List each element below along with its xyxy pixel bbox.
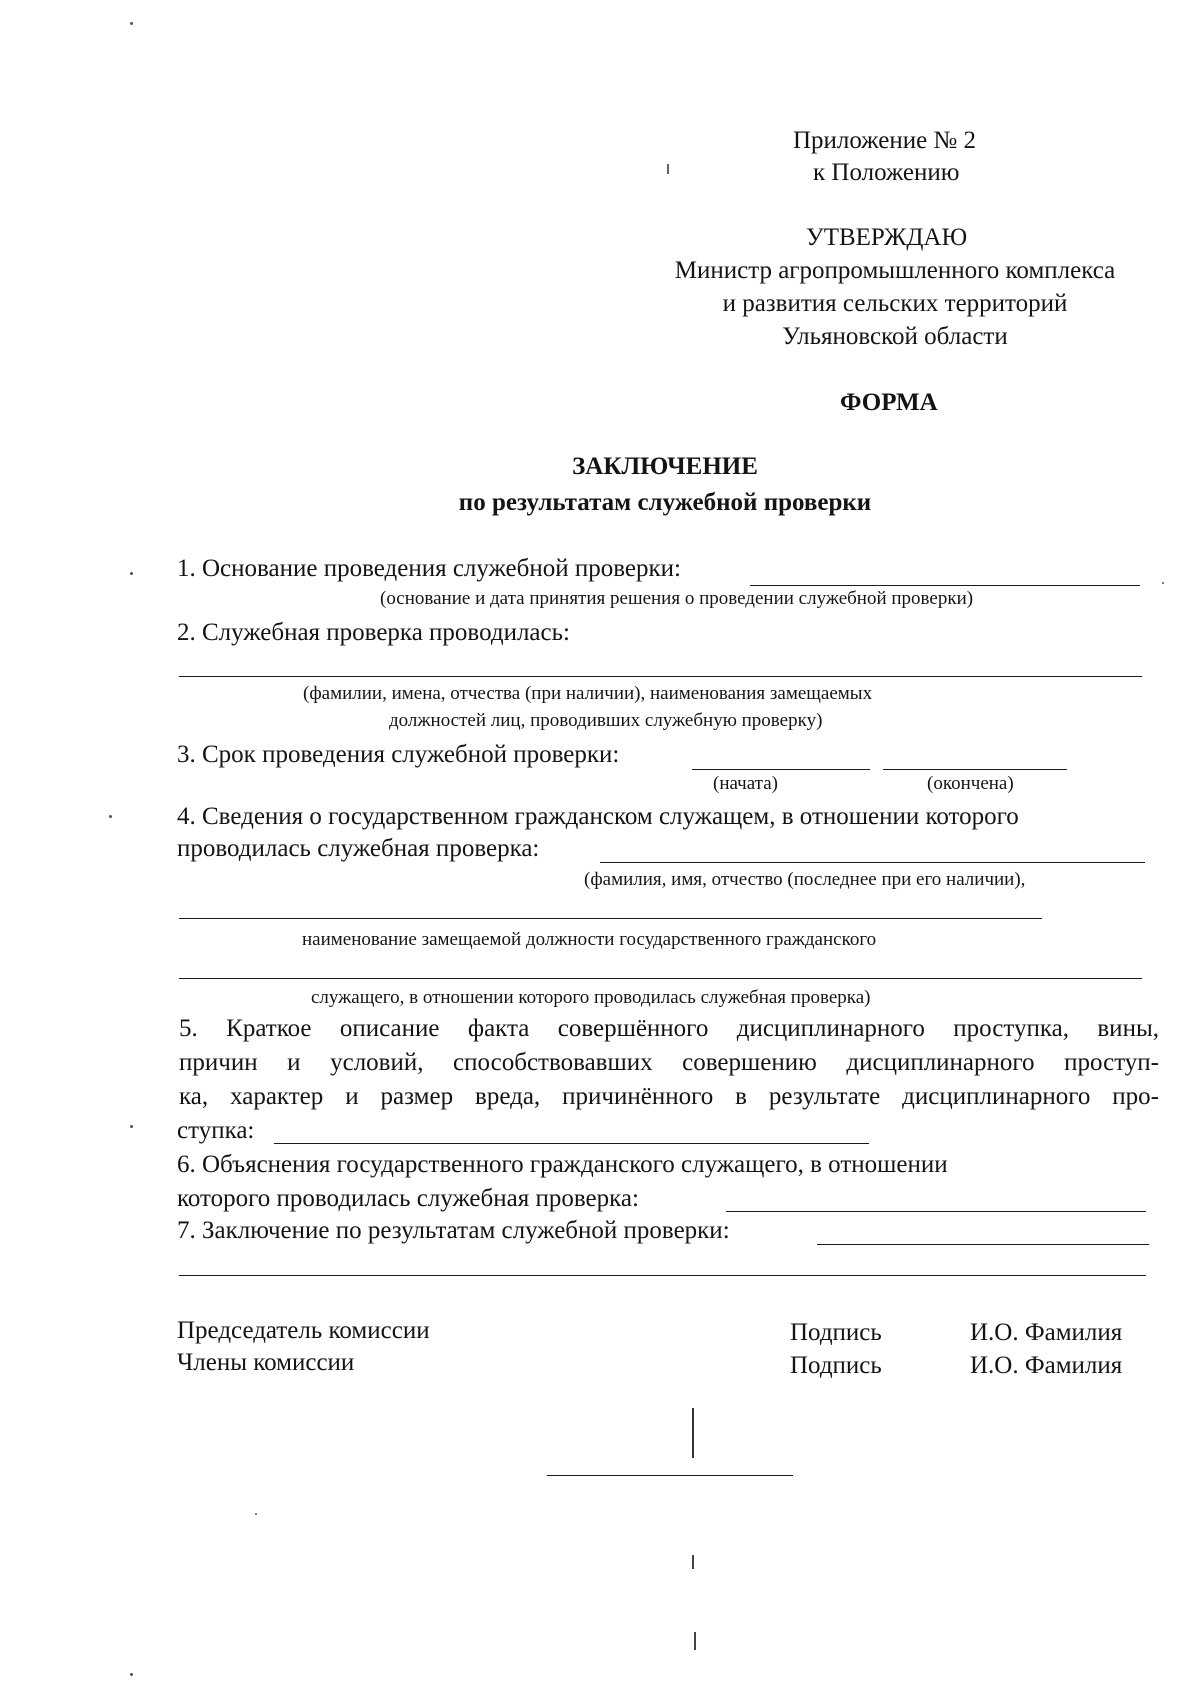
scan-speck — [130, 1673, 133, 1676]
item-3-hint-start: (начата) — [713, 773, 778, 794]
item-3-end-line — [883, 769, 1067, 770]
item-5-fill-line — [274, 1143, 869, 1144]
form-label: ФОРМА — [840, 389, 938, 416]
scan-speck — [255, 1513, 257, 1515]
item-2-label: 2. Служебная проверка проводилась: — [177, 619, 570, 646]
members-label: Члены комиссии — [177, 1349, 355, 1376]
members-name: И.О. Фамилия — [970, 1352, 1123, 1379]
scan-mark — [694, 1632, 696, 1650]
item-2-hint-line-1: (фамилии, имена, отчества (при наличии), наименования замещаемых — [303, 683, 873, 704]
item-1-label: 1. Основание проведения служебной проверки: — [177, 555, 681, 582]
item-4-hint-2: наименование замещаемой должности государственного гражданского — [302, 929, 877, 950]
item-7-label: 7. Заключение по результатам служебной проверки: — [177, 1217, 730, 1244]
approver-line-3: Ульяновской области — [782, 323, 1008, 350]
item-5-line-2: причин и условий, способствовавших совершению дисциплинарного проступ- — [179, 1049, 1159, 1076]
item-1-fill-line — [750, 585, 1140, 586]
document-title: ЗАКЛЮЧЕНИЕ — [572, 453, 758, 480]
item-4-hint-3: служащего, в отношении которого проводилась служебная проверка) — [311, 987, 871, 1008]
appendix-reference: к Положению — [813, 159, 960, 186]
document-subtitle: по результатам служебной проверки — [458, 489, 872, 516]
approve-heading: УТВЕРЖДАЮ — [806, 224, 968, 251]
chair-label: Председатель комиссии — [177, 1317, 430, 1344]
scan-mark — [667, 164, 669, 174]
members-signature: Подпись — [790, 1352, 882, 1379]
item-6-line-1: 6. Объяснения государственного гражданского служащего, в отношении — [177, 1151, 948, 1178]
item-4-position-line-2 — [179, 978, 1142, 979]
closing-separator — [547, 1475, 793, 1476]
item-7-fill-line — [817, 1244, 1149, 1245]
approver-line-1: Министр агропромышленного комплекса — [674, 257, 1116, 284]
item-4-position-line-1 — [179, 918, 1042, 919]
item-4-hint-1: (фамилия, имя, отчество (последнее при его наличии), — [584, 869, 1026, 890]
scan-speck — [130, 1125, 133, 1128]
scan-speck — [109, 815, 112, 818]
appendix-number: Приложение № 2 — [793, 127, 977, 154]
item-5-line-4: ступка: — [177, 1117, 255, 1144]
item-2-fill-line — [179, 676, 1142, 677]
approver-line-2: и развития сельских территорий — [722, 290, 1068, 317]
scan-mark — [692, 1408, 694, 1458]
item-4-line-1: 4. Сведения о государственном гражданском служащем, в отношении которого — [177, 803, 1019, 830]
item-4-name-line — [600, 862, 1145, 863]
item-3-hint-end: (окончена) — [927, 773, 1014, 794]
item-1-hint: (основание и дата принятия решения о проведении служебной проверки) — [380, 588, 974, 609]
item-3-start-line — [692, 769, 870, 770]
scan-speck — [1162, 582, 1164, 584]
scan-speck — [130, 572, 133, 575]
item-6-line-2: которого проводилась служебная проверка: — [177, 1185, 639, 1212]
item-6-fill-line — [726, 1211, 1146, 1212]
scan-mark — [692, 1555, 694, 1569]
item-7-fill-line-2 — [179, 1275, 1146, 1276]
item-2-hint-line-2: должностей лиц, проводивших служебную проверку) — [389, 710, 823, 731]
item-4-line-2: проводилась служебная проверка: — [177, 835, 540, 862]
item-5-line-3: ка, характер и размер вреда, причинённого в результате дисциплинарного про- — [179, 1083, 1159, 1110]
item-5-line-1: 5. Краткое описание факта совершённого дисциплинарного проступка, вины, — [179, 1015, 1159, 1042]
item-3-label: 3. Срок проведения служебной проверки: — [177, 741, 620, 768]
scan-speck — [130, 22, 133, 25]
chair-signature: Подпись — [790, 1319, 882, 1346]
chair-name: И.О. Фамилия — [970, 1319, 1123, 1346]
